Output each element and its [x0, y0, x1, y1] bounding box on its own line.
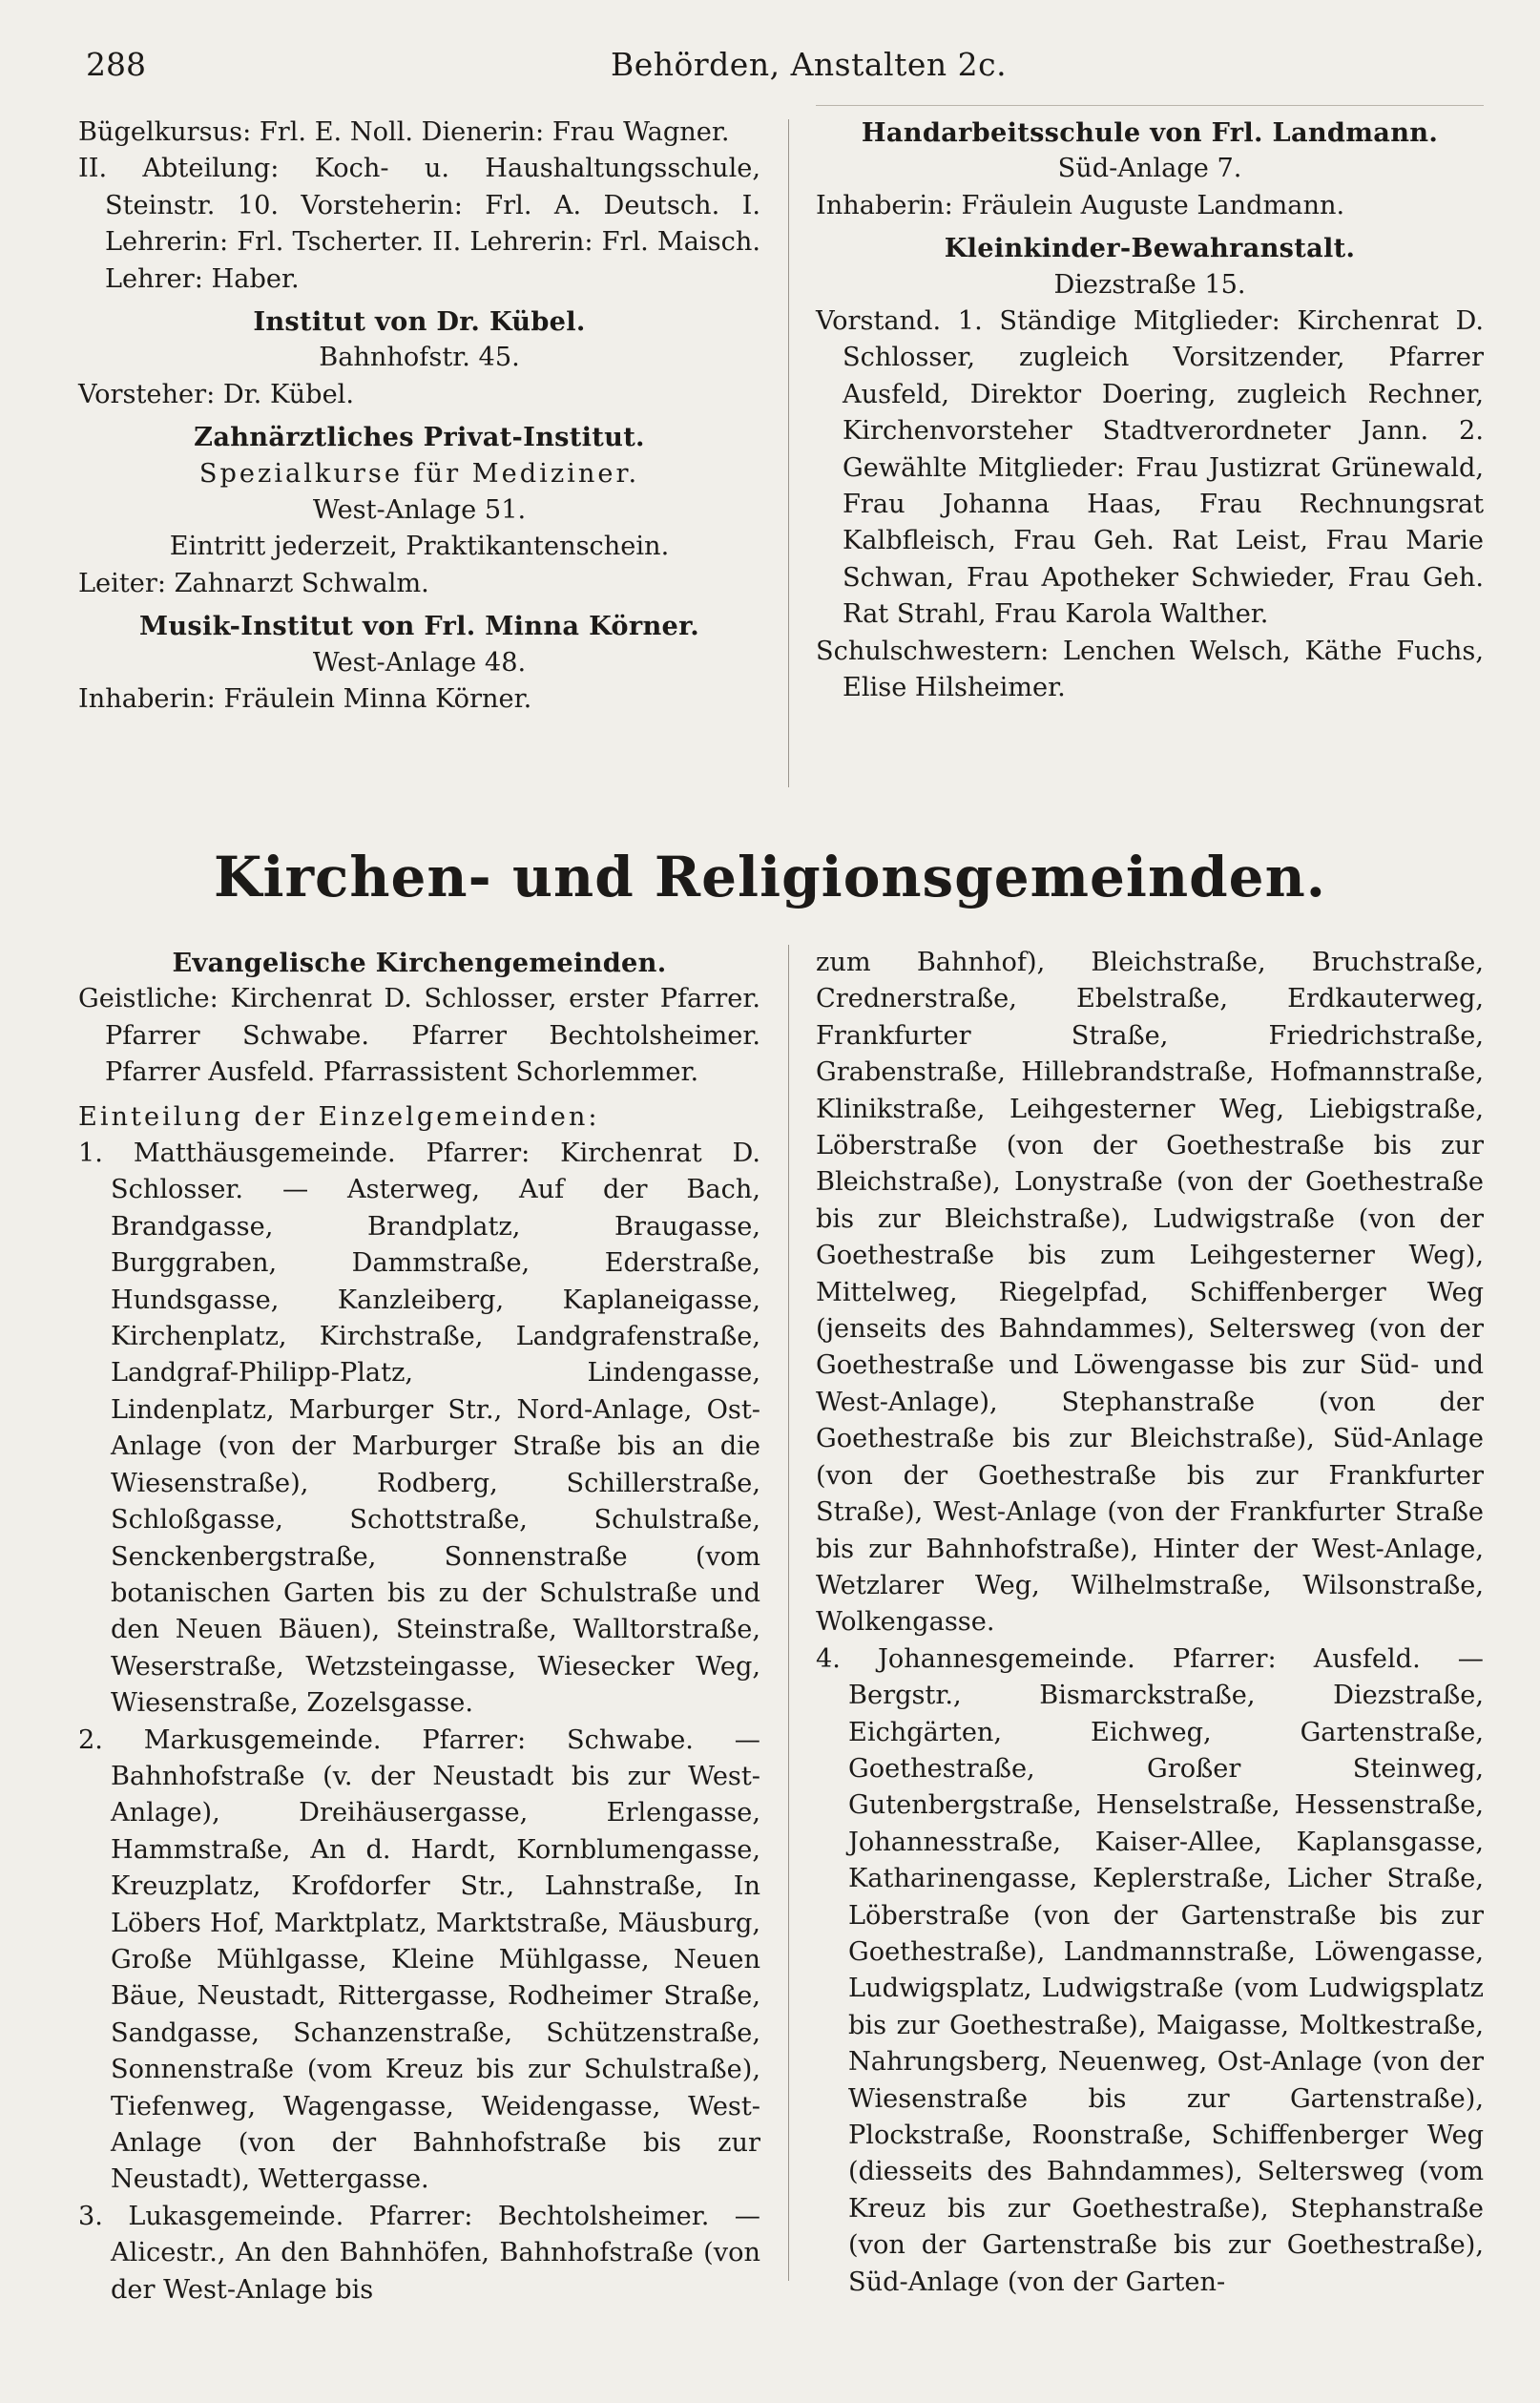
right-column-bottom	[816, 945, 1484, 2301]
running-title: Behörden, Anstalten 2c.	[611, 46, 1008, 83]
list-item: 1. Matthäusgemeinde. Pfarrer: Kirchenrat D. Schlosser. — Asterweg, Auf der Bach, Brandgasse, Brandplatz, Braugasse, Burggraben, Dammstraße, Ederstraße, Hundsgasse, Kanzleiberg, Kaplaneigasse, Kirchenplatz, Kirchstraße, Landgrafenstraße, Landgraf-Philipp-Platz, Lindengasse, Lindenplatz, Marburger Str., Nord-Anlage, Ost-Anlage (von der Marburger Straße bis an die Wiesenstraße), Rodberg, Schillerstraße, Schloßgasse, Schottstraße, Schulstraße, Senckenbergstraße, Sonnenstraße (vom botanischen Garten bis zu der Schulstraße und den Neuen Bäuen), Steinstraße, Walltorstraße, Weserstraße, Wetzsteingasse, Wiesecker Weg, Wiesenstraße, Zozelsgasse.	[78, 1139, 760, 1719]
address: Süd-Anlage 7.	[1057, 154, 1242, 184]
section-heading: Musik-Institut von Frl. Minna Körner.	[138, 611, 700, 642]
page-header	[86, 38, 1479, 95]
page-number: 288	[86, 46, 146, 83]
section-heading: Evangelische Kirchengemeinden.	[172, 948, 667, 978]
paragraph: Eintritt jederzeit, Praktikantenschein.	[169, 532, 670, 562]
paragraph: Inhaberin: Fräulein Minna Körner.	[78, 684, 532, 715]
column-divider-top	[788, 119, 789, 787]
paragraph: Geistliche: Kirchenrat D. Schlosser, erster Pfarrer. Pfarrer Schwabe. Pfarrer Bechtolsheimer. Pfarrer Ausfeld. Pfarrassistent Schorlemmer.	[78, 984, 760, 1088]
section-heading: Handarbeitsschule von Frl. Landmann.	[861, 117, 1439, 148]
paragraph: zum Bahnhof), Bleichstraße, Bruchstraße, Crednerstraße, Ebelstraße, Erdkauterweg, Frankfurter Straße, Friedrichstraße, Grabenstraße, Hillebrandstraße, Hofmannstraße, Klinikstraße, Leihgesterner Weg, Liebigstraße, Löberstraße (von der Goethestraße bis zur Bleichstraße), Lonystraße (von der Goethestraße bis zur Bleichstraße), Ludwigstraße (von der Goethestraße bis zum Leihgesterner Weg), Mittelweg, Riegelpfad, Schiffenberger Weg (jenseits des Bahndammes), Seltersweg (von der Goethestraße und Löwengasse bis zur Süd- und West-Anlage), Stephanstraße (von der Goethestraße bis zur Bleichstraße), Süd-Anlage (von der Goethestraße bis zur Frankfurter Straße), West-Anlage (von der Frankfurter Straße bis zur Bahnhofstraße), Hinter der West-Anlage, Wetzlarer Weg, Wilhelmstraße, Wilsonstraße, Wolkengasse.	[816, 948, 1484, 1638]
subheading: Spezialkurse für Mediziner.	[198, 458, 640, 489]
list-item: 3. Lukasgemeinde. Pfarrer: Bechtolsheimer. — Alicestr., An den Bahnhöfen, Bahnhofstraße (von der West-Anlage bis	[78, 2201, 760, 2305]
main-heading: Kirchen- und Religionsgemeinden.	[214, 845, 1326, 909]
paragraph: Vorsteher: Dr. Kübel.	[78, 379, 355, 409]
section-heading: Institut von Dr. Kübel.	[253, 306, 586, 338]
address: West-Anlage 51.	[312, 495, 527, 526]
address: Bahnhofstr. 45.	[319, 343, 520, 373]
right-column-top	[816, 115, 1484, 707]
paragraph: Leiter: Zahnarzt Schwalm.	[78, 568, 429, 598]
section-heading: Zahnärztliches Privat-Institut.	[194, 422, 645, 453]
address: Diezstraße 15.	[1053, 269, 1246, 300]
paragraph: Schulschwestern: Lenchen Welsch, Käthe Fuchs, Elise Hilsheimer.	[816, 636, 1484, 703]
list-item: 4. Johannesgemeinde. Pfarrer: Ausfeld. — Bergstr., Bismarckstraße, Diezstraße, Eichgärten, Eichweg, Gartenstraße, Goethestraße, Großer Steinweg, Gutenbergstraße, Henselstraße, Hessenstraße, Johannesstraße, Kaiser-Allee, Kaplansgasse, Katharinengasse, Keplerstraße, Licher Straße, Löberstraße (von der Gartenstraße bis zur Goethestraße), Landmannstraße, Löwengasse, Ludwigsplatz, Ludwigstraße (vom Ludwigsplatz bis zur Goethestraße), Maigasse, Moltkestraße, Nahrungsberg, Neuenweg, Ost-Anlage (von der Wiesenstraße bis zur Gartenstraße), Plockstraße, Roonstraße, Schiffenberger Weg (diesseits des Bahndammes), Seltersweg (vom Kreuz bis zur Goethestraße), Stephanstraße (von der Gartenstraße bis zur Goethestraße), Süd-Anlage (von der Garten-	[816, 1643, 1484, 2297]
column-divider-bottom	[788, 945, 789, 2281]
header-rule	[816, 105, 1484, 106]
paragraph: II. Abteilung: Koch- u. Haushaltungsschule, Steinstr. 10. Vorsteherin: Frl. A. Deutsch. I. Lehrerin: Frl. Tscherter. II. Lehrerin: Frl. Maisch. Lehrer: Haber.	[78, 154, 760, 294]
left-column-top	[78, 115, 760, 719]
paragraph: Bügelkursus: Frl. E. Noll. Dienerin: Frau Wagner.	[78, 117, 730, 147]
paragraph: Inhaberin: Fräulein Auguste Landmann.	[816, 190, 1345, 220]
address: West-Anlage 48.	[312, 647, 527, 678]
subheading: Einteilung der Einzelgemeinden:	[78, 1101, 600, 1132]
section-heading: Kleinkinder-Bewahranstalt.	[944, 233, 1356, 264]
left-column-bottom	[78, 945, 760, 2309]
list-item: 2. Markusgemeinde. Pfarrer: Schwabe. — Bahnhofstraße (v. der Neustadt bis zur West-Anlage), Dreihäusergasse, Erlengasse, Hammstraße, An d. Hardt, Kornblumengasse, Kreuzplatz, Krofdorfer Str., Lahnstraße, In Löbers Hof, Marktplatz, Marktstraße, Mäusburg, Große Mühlgasse, Kleine Mühlgasse, Neuen Bäue, Neustadt, Rittergasse, Rodheimer Straße, Sandgasse, Schanzenstraße, Schützenstraße, Sonnenstraße (vom Kreuz bis zur Schulstraße), Tiefenweg, Wagengasse, Weidengasse, West-Anlage (von der Bahnhofstraße bis zur Neustadt), Wettergasse.	[78, 1724, 760, 2195]
paragraph: Vorstand. 1. Ständige Mitglieder: Kirchenrat D. Schlosser, zugleich Vorsitzender, Pfarrer Ausfeld, Direktor Doering, zugleich Rechner, Kirchenvorsteher Stadtverordneter Jann. 2. Gewählte Mitglieder: Frau Justizrat Grünewald, Frau Johanna Haas, Frau Rechnungsrat Kalbfleisch, Frau Geh. Rat Leist, Frau Marie Schwan, Frau Apotheker Schwieder, Frau Geh. Rat Strahl, Frau Karola Walther.	[816, 306, 1484, 630]
